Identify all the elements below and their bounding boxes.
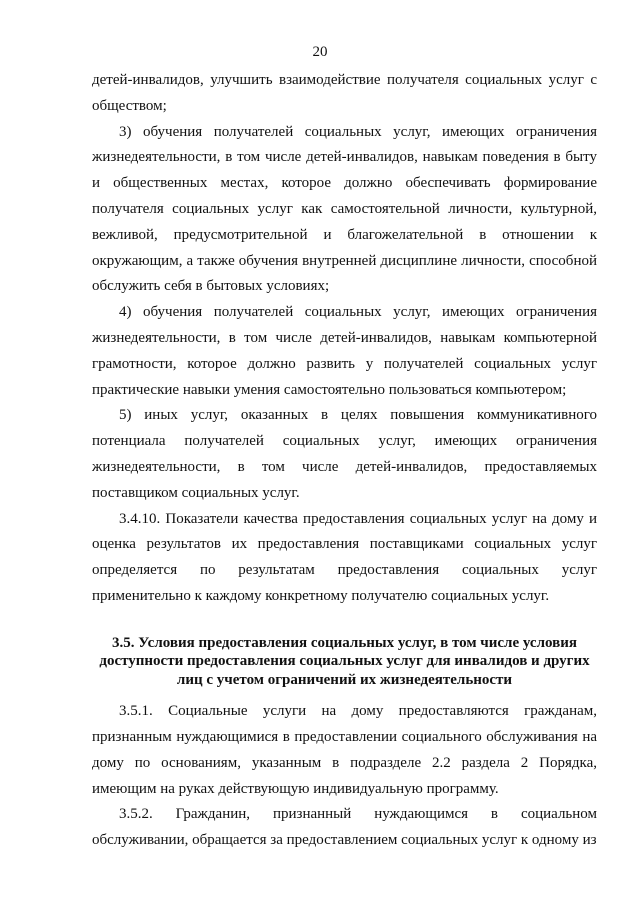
paragraph-3-4-10: 3.4.10. Показатели качества предоставления социальных услуг на дому и оценка результатов их предоставления поставщиками социальных услуг определяется по результатам предоставления социальных услуг применительно к каждому конкретному получателю социальных услуг. <box>92 510 597 604</box>
paragraph-3-5-2: 3.5.2. Гражданин, признанный нуждающимся в социальном обслуживании, обращается за предоставлением социальных услуг к одному из <box>92 806 597 849</box>
paragraph-item-3: 3) обучения получателей социальных услуг, имеющих ограничения жизнедеятельности, в том числе детей-инвалидов, навыкам поведения в быту и общественных местах, которое должно обеспечивать формирование получателя социальных услуг как самостоятельной личности, культурной, вежливой, предусмотрительной и благожелательной в отношении к окружающим, а также обучения внутренней дисциплине личности, способной обслужить себя в бытовых условиях; <box>92 123 597 295</box>
section-heading-3-5: 3.5. Условия предоставления социальных услуг, в том числе условия доступности предоставления социальных услуг для инвалидов и других лиц с учетом ограничений их жизнедеятельности <box>99 634 590 688</box>
page-number: 20 <box>312 44 328 60</box>
paragraph-item-4: 4) обучения получателей социальных услуг, имеющих ограничения жизнедеятельности, в том числе детей-инвалидов, навыкам компьютерной грамотности, которое должно развить у получателей социальных услуг практические навыки умения самостоятельно пользоваться компьютером; <box>92 304 597 398</box>
paragraph-item-5: 5) иных услуг, оказанных в целях повышения коммуникативного потенциала получателей социальных услуг, имеющих ограничения жизнедеятельности, в том числе детей-инвалидов, предоставляемых поставщиком социальных услуг. <box>92 407 597 501</box>
paragraph-continuation: детей-инвалидов, улучшить взаимодействие получателя социальных услуг с обществом; <box>92 72 597 114</box>
document-body <box>92 68 597 854</box>
paragraph-3-5-1: 3.5.1. Социальные услуги на дому предоставляются гражданам, признанным нуждающимися в предоставлении социального обслуживания на дому по основаниям, указанным в подразделе 2.2 раздела 2 Порядка, имеющим на руках действующую индивидуальную программу. <box>92 703 597 797</box>
